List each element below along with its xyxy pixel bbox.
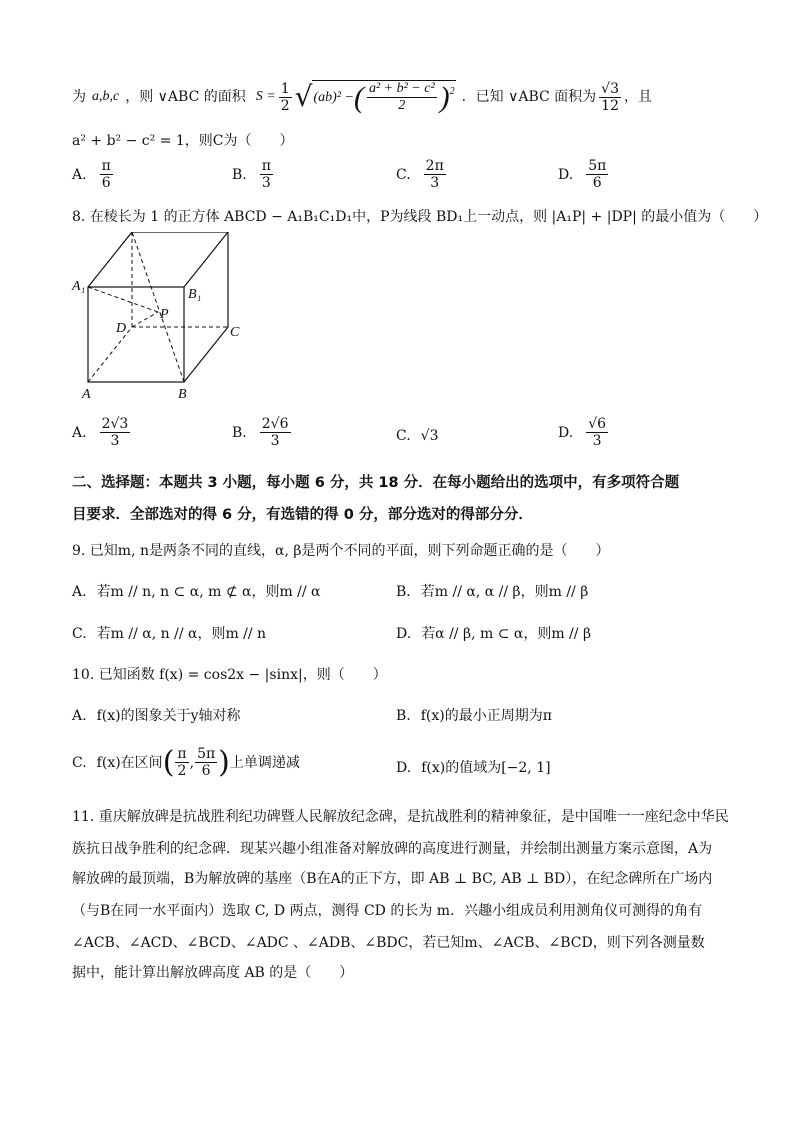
q7-area-num: √3 — [601, 80, 619, 97]
q7-inner-den: 2 — [398, 98, 406, 113]
q11-line-1: 11. 重庆解放碑是抗战胜利纪功碑暨人民解放纪念碑，是抗战胜利的精神象征，是中国唯一一座纪念中华民 — [72, 809, 729, 825]
q7-option-a-den: 6 — [101, 175, 111, 191]
q9-option-d-text: 若α // β, m ⊂ α，则m // β — [421, 626, 592, 642]
q7-inner-fraction — [367, 81, 437, 114]
q9-stem: 9. 已知m, n是两条不同的直线，α, β是两个不同的平面，则下列命题正确的是（ ） — [72, 543, 610, 559]
q10-option-b-text: f(x)的最小正周期为π — [420, 708, 552, 724]
q7-sqrt-sign: √ — [294, 80, 313, 113]
q11-line-5: ∠ACB、∠ACD、∠BCD、∠ADC 、∠ADB、∠BDC，若已知m、∠ACB、∠BCD，则下列各测量数 — [72, 935, 705, 951]
q7-area-text: ，则 ∨ABC 的面积 — [125, 89, 246, 105]
q7-sqrt-body — [312, 80, 455, 114]
q7-option-a-value — [100, 158, 113, 191]
q9-option-a-label: A. — [72, 584, 87, 600]
q8-option-d-value — [586, 416, 608, 449]
q10-interval-right-paren: ) — [218, 744, 230, 780]
q7-option-a — [72, 158, 116, 191]
q8-option-c — [396, 426, 439, 446]
label-b: B — [178, 387, 187, 402]
q10-interval-left-paren: ( — [162, 744, 175, 780]
q8-option-b-label: B. — [232, 424, 247, 441]
q11-line-4: （与B在同一水平面内）选取 C, D 两点，测得 CD 的长为 m．兴趣小组成员利用测角仪可测得的角有 — [72, 903, 703, 919]
q10-option-d — [396, 758, 551, 778]
label-b1: B₁ — [188, 287, 202, 302]
q7-half-den: 2 — [280, 97, 290, 114]
q8-option-c-value: √3 — [420, 428, 439, 444]
q7-line1 — [72, 80, 652, 114]
q8-option-a-num: 2√3 — [101, 416, 129, 432]
q10-option-b-label: B. — [396, 708, 411, 724]
q8-option-c-label: C. — [396, 428, 411, 444]
q7-ab-squared: (ab)² − — [313, 89, 354, 105]
edge-b1-c1 — [184, 232, 228, 287]
q9-option-d — [396, 624, 591, 644]
q7-option-d-value — [586, 158, 608, 191]
q8-option-d-num: √6 — [588, 416, 607, 432]
q10-option-a — [72, 706, 240, 726]
q7-option-b-num: π — [261, 158, 271, 174]
q7-option-c — [396, 158, 449, 191]
q8-option-b — [232, 416, 294, 449]
q8-cube-figure — [70, 232, 250, 402]
q9-option-b-text: 若m // α, α // β，则m // β — [420, 584, 589, 600]
q8-option-a-label: A. — [72, 424, 87, 441]
q7-option-d-den: 6 — [592, 175, 602, 191]
q9-option-c-label: C. — [72, 626, 87, 642]
q7-option-b-den: 3 — [261, 175, 271, 191]
q8-option-b-den: 3 — [270, 433, 280, 449]
q8-option-d — [558, 416, 611, 449]
q7-option-c-den: 3 — [430, 175, 440, 191]
q7-area-den: 12 — [601, 97, 619, 114]
q9-option-b — [396, 582, 588, 602]
q7-option-d-num: 5π — [588, 158, 607, 174]
q9-option-d-label: D. — [396, 626, 412, 642]
q10-option-c-pre: f(x)在区间 — [96, 754, 163, 771]
q8-option-a-value — [100, 416, 131, 449]
q7-option-a-num: π — [101, 158, 111, 174]
q7-inner-num: a² + b² − c² — [368, 81, 435, 96]
section2-heading-line1: 二、选择题：本题共 3 小题，每小题 6 分，共 18 分．在每小题给出的选项中，有多项符合题 — [72, 475, 680, 491]
q9-option-b-label: B. — [396, 584, 411, 600]
q10-option-a-text: f(x)的图象关于y轴对称 — [96, 708, 241, 724]
cube-front-face — [88, 287, 184, 382]
segment-a1-p — [88, 287, 158, 312]
q11-line-6: 据中，能计算出解放碑高度 AB 的是（ ） — [72, 965, 354, 981]
q9-option-c-text: 若m // α, n // α，则m // n — [96, 626, 267, 642]
q11-line-2: 族抗日战争胜利的纪念碑．现某兴趣小组准备对解放碑的高度进行测量，并绘制出测量方案示意图，A为 — [72, 841, 713, 857]
label-d1 — [114, 232, 130, 233]
q9-option-a — [72, 582, 321, 602]
q10-option-c-post: 上单调递减 — [229, 754, 300, 771]
label-p: P — [160, 307, 169, 322]
q7-known-area: ．已知 ∨ABC 面积为 — [461, 89, 597, 105]
q10-interval-start-den: 2 — [177, 763, 187, 779]
q7-half-num: 1 — [280, 80, 290, 97]
q7-sides: a,b,c — [92, 89, 120, 104]
q8-option-b-num: 2√6 — [261, 416, 289, 432]
q10-interval-end — [195, 746, 217, 779]
q8-option-b-value — [260, 416, 291, 449]
q10-option-d-text: f(x)的值域为[−2, 1] — [421, 760, 551, 776]
q10-interval-start — [175, 746, 188, 779]
q7-line1-end: ，且 — [624, 89, 652, 105]
q8-option-d-den: 3 — [592, 433, 602, 449]
section2-heading-line2: 目要求．全部选对的得 6 分，有选错的得 0 分，部分选对的得部分分． — [72, 507, 533, 523]
label-c: C — [230, 325, 240, 340]
q10-interval-end-den: 6 — [201, 763, 211, 779]
q7-right-paren: ) — [439, 80, 450, 114]
q7-option-d — [558, 158, 611, 191]
q8-option-d-label: D. — [558, 424, 574, 441]
q7-half-fraction — [279, 81, 292, 114]
q7-area-fraction — [599, 81, 621, 114]
q10-interval-start-num: π — [177, 746, 187, 762]
q8-option-a-den: 3 — [110, 433, 120, 449]
q7-option-c-num: 2π — [425, 158, 444, 174]
segment-d-p — [132, 312, 158, 327]
q10-option-d-label: D. — [396, 760, 412, 776]
label-d: D — [116, 321, 127, 336]
q7-option-b — [232, 158, 276, 191]
edge-b-c — [184, 327, 228, 382]
q7-option-d-label: D. — [558, 166, 574, 183]
q10-option-b — [396, 706, 552, 726]
q7-prefix: 为 — [72, 89, 86, 105]
q10-option-c-label: C. — [72, 754, 87, 771]
q10-option-c — [72, 746, 300, 779]
q8-option-a — [72, 416, 133, 449]
q10-option-a-label: A. — [72, 708, 87, 724]
q11-line-3: 解放碑的最顶端，B为解放碑的基座（B在A的正下方，即 AB ⊥ BC, AB ⊥ BD），在纪念碑所在广场内 — [72, 871, 713, 887]
label-a: A — [82, 387, 91, 402]
segment-b-d1 — [132, 232, 184, 382]
edge-a1-d1 — [88, 232, 132, 287]
q7-square-exponent: 2 — [449, 86, 455, 97]
q7-option-b-value — [260, 158, 273, 191]
q10-interval-end-num: 5π — [197, 746, 216, 762]
q9-option-c — [72, 624, 266, 644]
q7-formula-s: S = — [255, 89, 276, 104]
q7-option-b-label: B. — [232, 166, 247, 183]
q7-option-c-value — [424, 158, 446, 191]
q8-stem: 8. 在棱长为 1 的正方体 ABCD − A₁B₁C₁D₁中，P为线段 BD₁上一动点，则 |A₁P| + |DP| 的最小值为（ ） — [72, 209, 768, 225]
q7-option-a-label: A. — [72, 166, 87, 183]
label-c1 — [216, 232, 230, 233]
q7-line2: a² + b² − c² = 1，则C为（ ） — [72, 133, 294, 149]
q10-stem: 10. 已知函数 f(x) = cos2x − |sinx|，则（ ） — [72, 667, 387, 683]
q7-option-c-label: C. — [396, 166, 411, 183]
q9-option-a-text: 若m // n, n ⊂ α, m ⊄ α，则m // α — [96, 584, 321, 600]
label-a1: A₁ — [72, 279, 86, 294]
q10-interval-comma: , — [189, 754, 195, 771]
q7-left-paren: ( — [353, 80, 364, 114]
